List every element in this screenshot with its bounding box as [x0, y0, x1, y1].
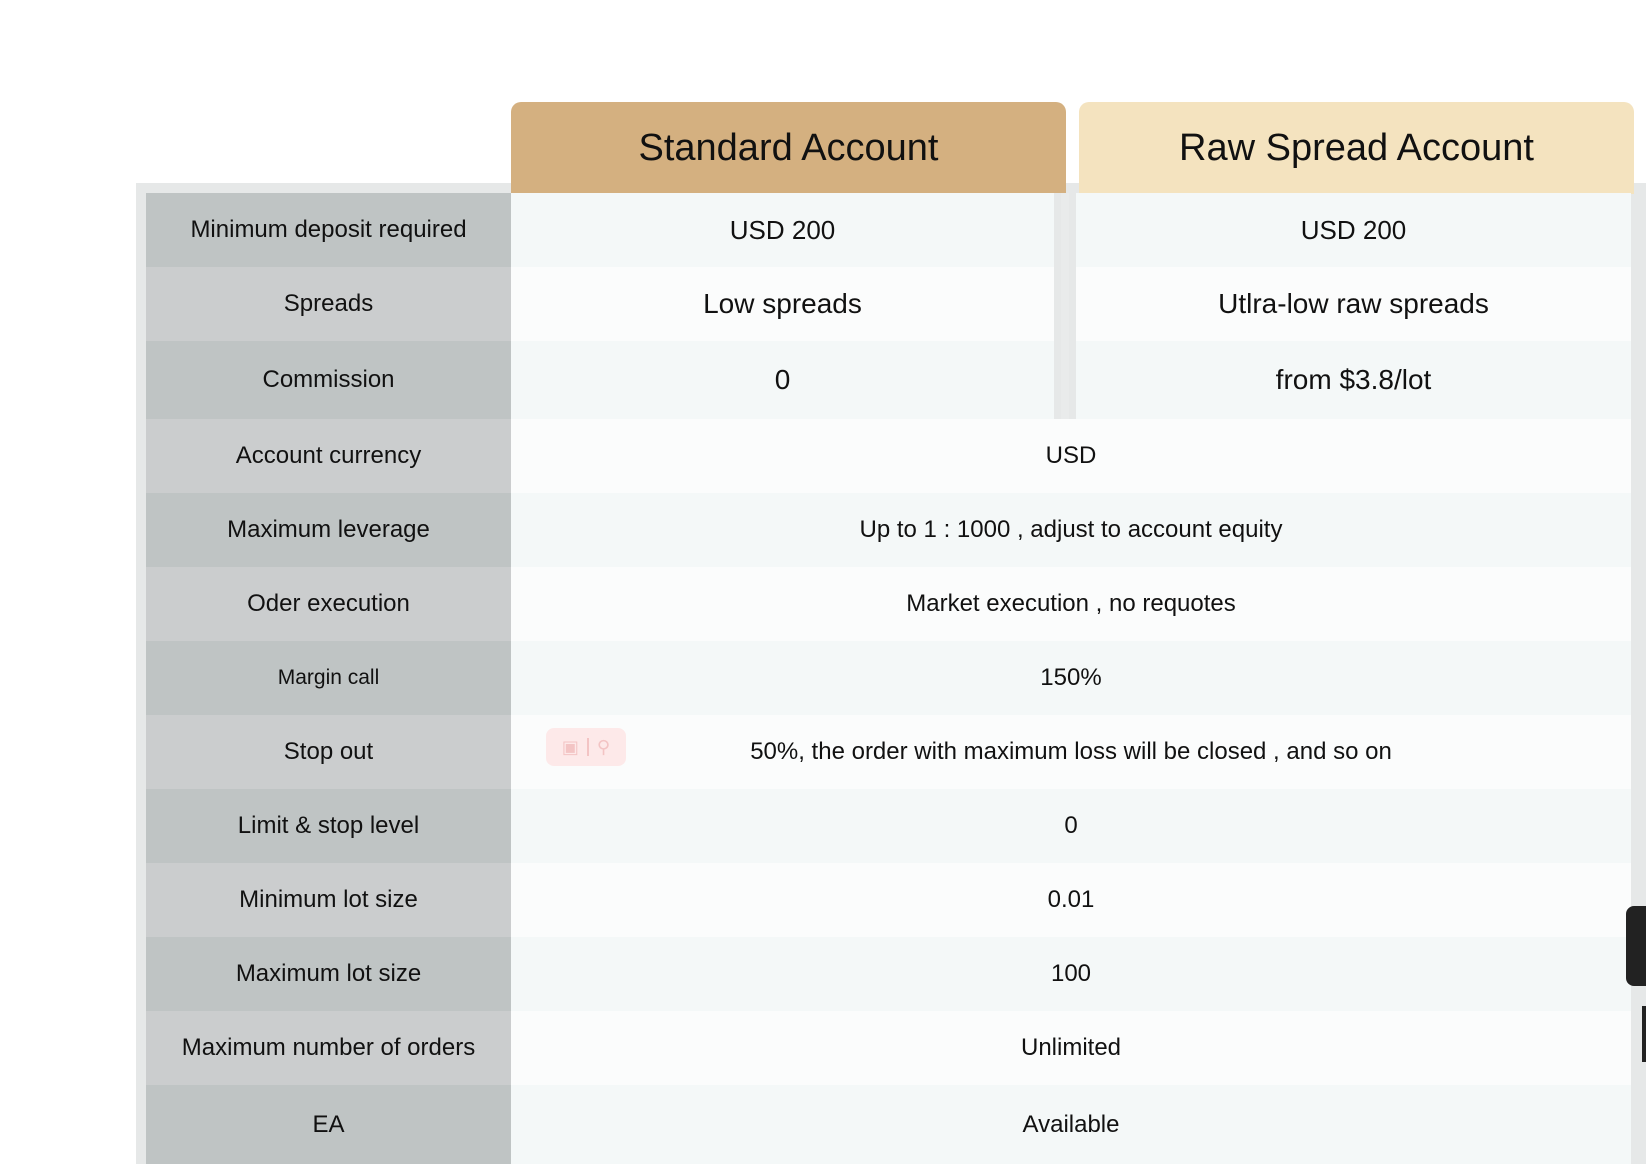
- row-label: Commission: [146, 341, 511, 419]
- standard-account-title: Standard Account: [638, 126, 939, 169]
- row-label: Minimum lot size: [146, 863, 511, 937]
- table-row: [146, 937, 1631, 1011]
- column-divider: [1054, 193, 1076, 267]
- table-row: [146, 419, 1631, 493]
- table-row: [146, 267, 1631, 341]
- row-label: Stop out: [146, 715, 511, 789]
- row-value: 50%, the order with maximum loss will be closed , and so on: [511, 715, 1631, 789]
- row-label: Maximum leverage: [146, 493, 511, 567]
- table-row: [146, 341, 1631, 419]
- raw-value: from $3.8/lot: [1076, 341, 1631, 419]
- column-divider: [1054, 341, 1076, 419]
- row-value: Available: [511, 1085, 1631, 1164]
- row-label: Oder execution: [146, 567, 511, 641]
- raw-value: USD 200: [1076, 193, 1631, 267]
- row-label: Minimum deposit required: [146, 193, 511, 267]
- row-value: Unlimited: [511, 1011, 1631, 1085]
- table-row: [146, 1085, 1631, 1164]
- row-label: Margin call: [146, 641, 511, 715]
- image-icon[interactable]: ▣: [561, 736, 579, 757]
- table-row: [146, 789, 1631, 863]
- row-value: USD: [511, 419, 1631, 493]
- standard-value: Low spreads: [511, 267, 1054, 341]
- row-label: Account currency: [146, 419, 511, 493]
- row-label: Maximum number of orders: [146, 1011, 511, 1085]
- row-value: Market execution , no requotes: [511, 567, 1631, 641]
- raw-spread-account-title: Raw Spread Account: [1179, 126, 1534, 169]
- side-panel-tab[interactable]: [1626, 906, 1646, 986]
- raw-value: Utlra-low raw spreads: [1076, 267, 1631, 341]
- standard-value: USD 200: [511, 193, 1054, 267]
- row-value: 150%: [511, 641, 1631, 715]
- table-row: [146, 863, 1631, 937]
- row-label: Limit & stop level: [146, 789, 511, 863]
- table-row: [146, 641, 1631, 715]
- widget-divider: [587, 738, 589, 756]
- row-label: Maximum lot size: [146, 937, 511, 1011]
- standard-value: 0: [511, 341, 1054, 419]
- search-icon[interactable]: ⚲: [596, 736, 611, 757]
- row-value: 0.01: [511, 863, 1631, 937]
- column-divider: [1054, 267, 1076, 341]
- image-search-widget[interactable]: [546, 728, 626, 766]
- row-label: EA: [146, 1085, 511, 1164]
- row-value: 0: [511, 789, 1631, 863]
- row-label: Spreads: [146, 267, 511, 341]
- standard-account-header: [511, 102, 1066, 194]
- table-row: [146, 493, 1631, 567]
- table-row: [146, 567, 1631, 641]
- side-panel-handle[interactable]: [1642, 1006, 1646, 1062]
- row-value: Up to 1 : 1000 , adjust to account equity: [511, 493, 1631, 567]
- raw-spread-account-header: [1079, 102, 1634, 194]
- table-row: [146, 193, 1631, 267]
- table-row: [146, 1011, 1631, 1085]
- table-row: [146, 715, 1631, 789]
- row-value: 100: [511, 937, 1631, 1011]
